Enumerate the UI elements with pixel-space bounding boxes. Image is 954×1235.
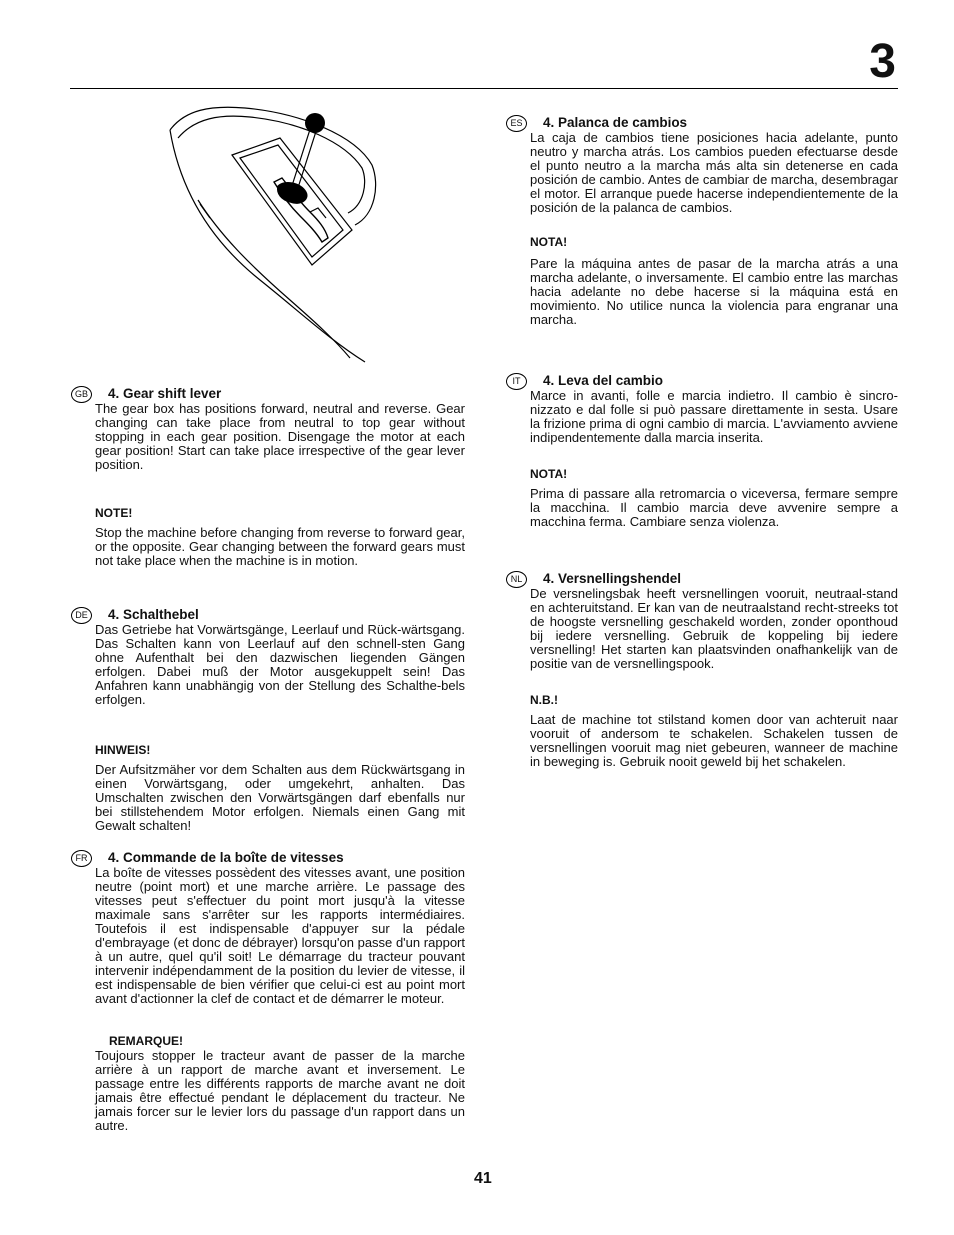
language-flag-de: DE [71,607,92,624]
note-label: NOTE! [95,506,133,520]
note-body: Pare la máquina antes de pasar de la marcha atrás a una marcha adelante, o inversamente. El cambio entre las marchas hacia adelante no debe hacerse si la máquina está en movimiento. No utilice nunca la violencia para engranar una marcha. [530,256,898,327]
section-gb [74,386,465,568]
language-flag-it: IT [506,373,527,390]
section-body: De versnelingsbak heeft versnellingen vooruit, neutraal-stand en achteruitstand. Er kan van de neutraalstand recht-streeks tot de hoogste versnelling geschakeld worden, zonder oponthoud bij iedere versnelling. Gebruik de koppeling bij iedere versnelling! Het starten kan plaatsvinden onafhankelijk van de positie van de versnellingspook. [530,586,898,671]
section-body: Das Getriebe hat Vorwärtsgänge, Leerlauf und Rück-wärtsgang. Das Schalten kann von Leerlauf auf den schnell-sten Gang ohne Aufenthalt bei den dazwischen liegenden Gängen erfolgen. Dabei muß der Motor ausgekuppelt sein! Das Anfahren kann unabhängig von der Stellung des Schalthe-bels erfolgen. [95,622,465,707]
note-body: Laat de machine tot stilstand komen door van achteruit naar vooruit of andersom te schakelen. Schakelen tussen de versnellingen vooruit mag niet gebeuren, wanneer de machine in beweging is. Gebruik nooit geweld bij het schakelen. [530,712,898,769]
page-number: 41 [474,1170,492,1187]
note-body: Prima di passare alla retromarcia o viceversa, fermare sempre la macchina. Il cambio marcia deve avvenire sempre a macchina ferma. Cambiare senza violenza. [530,486,898,529]
section-heading: 4. Leva del cambio [543,373,664,388]
section-heading: 4. Schalthebel [108,607,199,622]
note-label: HINWEIS! [95,743,151,757]
section-body: La boîte de vitesses possèdent des vitesses avant, une position neutre (point mort) et une marche arrière. Le passage des vitesses peut s'effectuer du point mort jusqu'à la vitesse maximale sans s'arrêter sur les rapports intermédiaires. Toutefois il est indispensable d'appuyer sur la pédale d'embrayage (et donc de débrayer) lorsqu'on passe d'un rapport à un autre, quel qu'il soit! Le démarrage du tracteur pouvant intervenir indépendamment de la position du levier de vitesse, il est indispensable de bien vérifier que celui-ci est au point mort avant d'actionner la clef de contact et de démarrer le moteur. [95,865,465,1006]
note-body: Toujours stopper le tracteur avant de passer de la marche arrière à un rapport de marche avant et inversement. Le passage entre les différents rapports de marche avant ne doit jamais être effectué pendant le déplacement du tracteur. Ne jamais forcer sur le levier lors du passage d'un rapport dans un autre. [95,1048,465,1133]
section-body: La caja de cambios tiene posiciones hacia adelante, punto neutro y marcha atrás. Los cambios pueden efectuarse desde el punto neutro a la marcha más alta sin detenerse en cada posición de cambio. Antes de cambiar de marcha, desembragar el motor. El arranque puede hacerse independientemente de la posición de la palanca de cambios. [530,130,898,215]
language-flag-es: ES [506,115,527,132]
chapter-number: 3 [869,35,896,88]
section-heading: 4. Commande de la boîte de vitesses [108,850,344,865]
section-it [512,373,898,529]
note-label: NOTA! [530,467,568,481]
section-es [510,115,898,327]
note-label: NOTA! [530,235,568,249]
section-heading: 4. Versnellingshendel [543,571,682,586]
section-heading: 4. Palanca de cambios [543,115,688,130]
section-body: The gear box has positions forward, neutral and reverse. Gear changing can take place from neutral to top gear without stopping in each gear position. Disengage the motor at each gear position! Start can take place irrespective of the gear lever position. [95,401,465,472]
language-flag-fr: FR [71,850,92,867]
section-heading: 4. Gear shift lever [108,386,222,401]
note-body: Stop the machine before changing from reverse to forward gear, or the opposite. Gear changing between the forward gears must not take place when the machine is in motion. [95,525,465,568]
section-de [75,607,465,833]
section-nl [510,571,898,769]
section-body: Marce in avanti, folle e marcia indietro. Il cambio è sincro-nizzato e dal folle si può passare direttamente in sesta. Usare la frizione prima di ogni cambio di marcia. L'avviamento avviene indipendentemente dalla marcia inserita. [530,388,898,445]
note-label: N.B.! [530,693,558,707]
language-flag-gb: GB [71,386,92,403]
note-body: Der Aufsitzmäher vor dem Schalten aus dem Rückwärtsgang in einen Vorwärtsgang, oder umgekehrt, anhalten. Das Umschalten zwischen den Vorwärtsgängen darf ebenfalls nur bei stillstehendem Motor erfolgen. Niemals einen Gang mit Gewalt schalten! [95,762,465,833]
gear-lever-illustration [150,100,380,365]
note-label: REMARQUE! [109,1034,183,1048]
header-rule [70,88,898,89]
language-flag-nl: NL [506,571,527,588]
section-fr [75,850,465,1133]
